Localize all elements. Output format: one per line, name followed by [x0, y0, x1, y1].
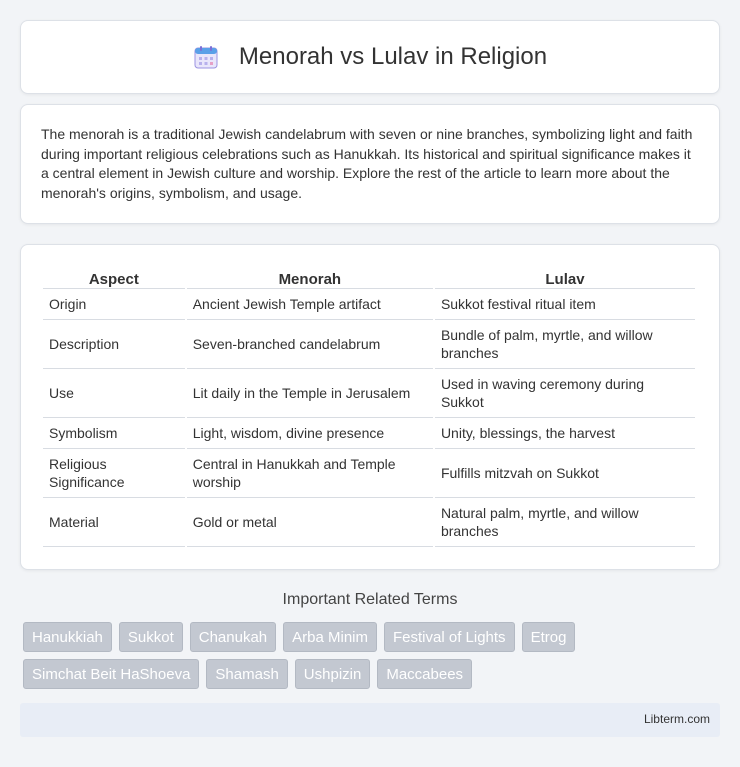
tag-etrog[interactable]: Etrog — [522, 622, 576, 652]
intro-text: The menorah is a traditional Jewish candelabrum with seven or nine branches, symbolizing light and faith during important religious celebrations such as Hanukkah. Its historical and spiritual significance makes it a central element in Jewish culture and worship. Explore the rest of the article to learn more about the menorah's origins, symbolism, and usage. — [41, 126, 693, 201]
table-cell: Gold or metal — [187, 498, 433, 547]
table-cell: Symbolism — [43, 418, 185, 449]
footer-link[interactable]: Libterm.com — [643, 712, 710, 726]
table-cell: Religious Significance — [43, 449, 185, 498]
calendar-icon — [193, 44, 219, 70]
header — [193, 43, 547, 71]
page-title: Menorah vs Lulav in Religion — [238, 43, 548, 70]
table-cell: Lit daily in the Temple in Jerusalem — [187, 369, 433, 418]
header-menorah: Menorah — [187, 267, 433, 289]
table-cell: Used in waving ceremony during Sukkot — [435, 369, 695, 418]
table-cell: Ancient Jewish Temple artifact — [187, 289, 433, 320]
table-row — [43, 418, 695, 449]
table-cell: Natural palm, myrtle, and willow branches — [435, 498, 695, 547]
table-row — [43, 320, 695, 369]
table-header-row — [43, 267, 695, 289]
tag-ushpizin[interactable]: Ushpizin — [295, 659, 371, 689]
related-terms-title: Important Related Terms — [282, 591, 458, 608]
table-cell: Material — [43, 498, 185, 547]
table-cell: Central in Hanukkah and Temple worship — [187, 449, 433, 498]
table-cell: Origin — [43, 289, 185, 320]
table-row — [43, 498, 695, 547]
table-cell: Use — [43, 369, 185, 418]
table-cell: Bundle of palm, myrtle, and willow branches — [435, 320, 695, 369]
tag-hanukkiah[interactable]: Hanukkiah — [23, 622, 112, 652]
table-cell: Seven-branched candelabrum — [187, 320, 433, 369]
header-card — [20, 20, 720, 94]
table-cell: Description — [43, 320, 185, 369]
table-row — [43, 289, 695, 320]
table-cell: Unity, blessings, the harvest — [435, 418, 695, 449]
table-cell: Sukkot festival ritual item — [435, 289, 695, 320]
comparison-table — [41, 267, 697, 547]
table-cell: Fulfills mitzvah on Sukkot — [435, 449, 695, 498]
table-row — [43, 369, 695, 418]
header-lulav: Lulav — [435, 267, 695, 289]
tag-chanukah[interactable]: Chanukah — [190, 622, 276, 652]
tag-festival-of-lights[interactable]: Festival of Lights — [384, 622, 515, 652]
tag-simchat-beit-hashoeva[interactable]: Simchat Beit HaShoeva — [23, 659, 199, 689]
table-cell: Light, wisdom, divine presence — [187, 418, 433, 449]
tag-shamash[interactable]: Shamash — [206, 659, 287, 689]
tag-maccabees[interactable]: Maccabees — [377, 659, 472, 689]
tag-arba-minim[interactable]: Arba Minim — [283, 622, 377, 652]
table-row — [43, 449, 695, 498]
related-terms-tags — [23, 622, 713, 689]
intro-card — [20, 104, 720, 224]
comparison-card — [20, 244, 720, 570]
footer — [20, 703, 720, 737]
tag-sukkot[interactable]: Sukkot — [119, 622, 183, 652]
header-aspect: Aspect — [43, 267, 185, 289]
